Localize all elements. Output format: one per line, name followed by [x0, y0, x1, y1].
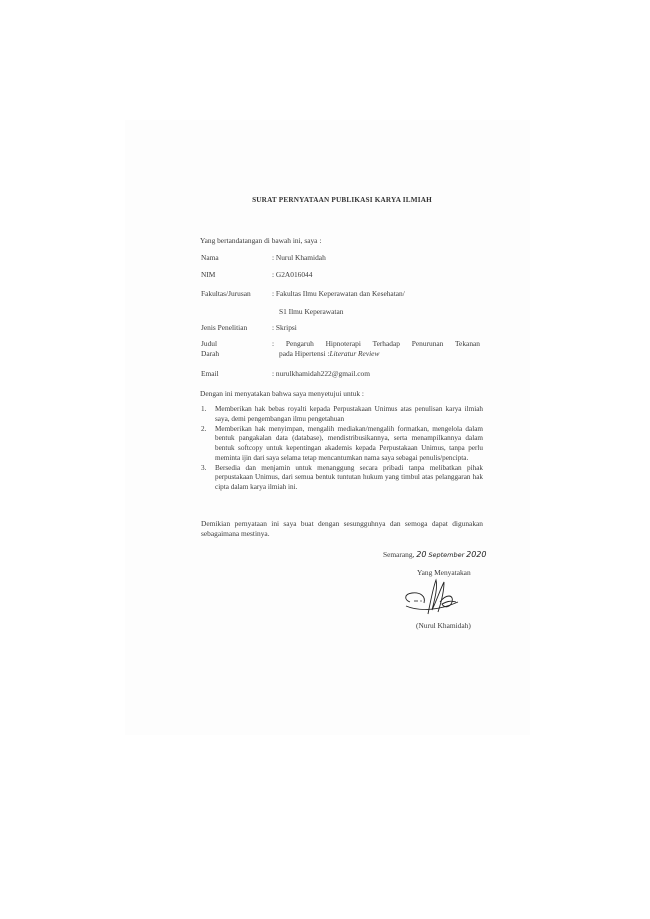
- list-item: [200, 425, 483, 464]
- list-number: 2.: [201, 424, 207, 433]
- document-title: SURAT PERNYATAAN PUBLIKASI KARYA ILMIAH: [252, 196, 432, 204]
- place-text: Semarang,: [383, 550, 415, 559]
- field-label-judul: Judul: [201, 339, 218, 348]
- field-value-judul: : Pengaruh Hipnoterapi Terhadap Penurunan Tekanan: [272, 339, 480, 348]
- agreement-list: [200, 405, 483, 493]
- field-value-fakultas: : Fakultas Ilmu Keperawatan dan Kesehatan/: [272, 289, 405, 298]
- signature-image: [400, 576, 470, 618]
- list-item: [200, 464, 483, 493]
- field-value-nim: : G2A016044: [272, 270, 313, 279]
- field-label-fakultas: Fakultas/Jurusan: [201, 289, 251, 298]
- list-item: [200, 405, 483, 425]
- list-text: Bersedia dan menjamin untuk menanggung secara pribadi tanpa melibatkan pihak perpustakaan Unimus, dari semua bentuk tuntutan hukum yang timbul atas pelanggaran hak cipta dalam karya ilmiah ini.: [215, 463, 483, 492]
- signer-name: (Nurul Khamidah): [416, 621, 471, 630]
- list-text: Memberikan hak menyimpan, mengalih mediakan/mengalih formatkan, mengelola dalam bentuk pangakalan data (database), mendistribusikannya, serta menampilkannya dalam bentuk softcopy untuk kepentingan akademis kepada Perpustakaan Unimus, tanpa perlu meminta ijin dari saya selama tetap mencantumkan nama saya sebagai penulis/pencipta.: [215, 424, 483, 462]
- field-label-judul-line2: Darah: [201, 349, 220, 358]
- closing-text: Demikian pernyataan ini saya buat dengan sesungguhnya dan semoga dapat digunakan sebagaimana mestinya.: [201, 519, 483, 539]
- list-number: 1.: [201, 405, 207, 413]
- list-text: Memberikan hak bebas royalti kepada Perpustakaan Unimus atas penulisan karya ilmiah saya, demi pengembangan ilmu pengetahuan: [215, 405, 483, 423]
- field-value-email: : nurulkhamidah222@gmail.com: [272, 369, 370, 378]
- field-value-nama: : Nurul Khamidah: [272, 253, 326, 262]
- field-value-judul-line2: [279, 349, 489, 358]
- judul-line2-text: pada Hipertensi :: [279, 349, 330, 358]
- list-number: 3.: [201, 463, 207, 472]
- signer-label: Yang Menyatakan: [417, 568, 471, 577]
- field-value-jurusan: S1 Ilmu Keperawatan: [279, 307, 344, 316]
- date-month: September: [428, 551, 465, 559]
- date-day: 20: [416, 550, 427, 559]
- statement-text: Dengan ini menyatakan bahwa saya menyetujui untuk :: [200, 389, 364, 398]
- field-value-jenis-penelitian: : Skripsi: [272, 323, 297, 332]
- field-label-jenis-penelitian: Jenis Penelitian: [201, 323, 248, 332]
- date-year: 2020: [466, 550, 487, 559]
- field-label-nim: NIM: [201, 270, 216, 279]
- field-label-email: Email: [201, 369, 219, 378]
- place-date: [383, 550, 486, 559]
- judul-italic-text: Literatur Review: [329, 349, 380, 358]
- intro-text: Yang bertandatangan di bawah ini, saya :: [200, 236, 322, 245]
- field-label-nama: Nama: [201, 253, 219, 262]
